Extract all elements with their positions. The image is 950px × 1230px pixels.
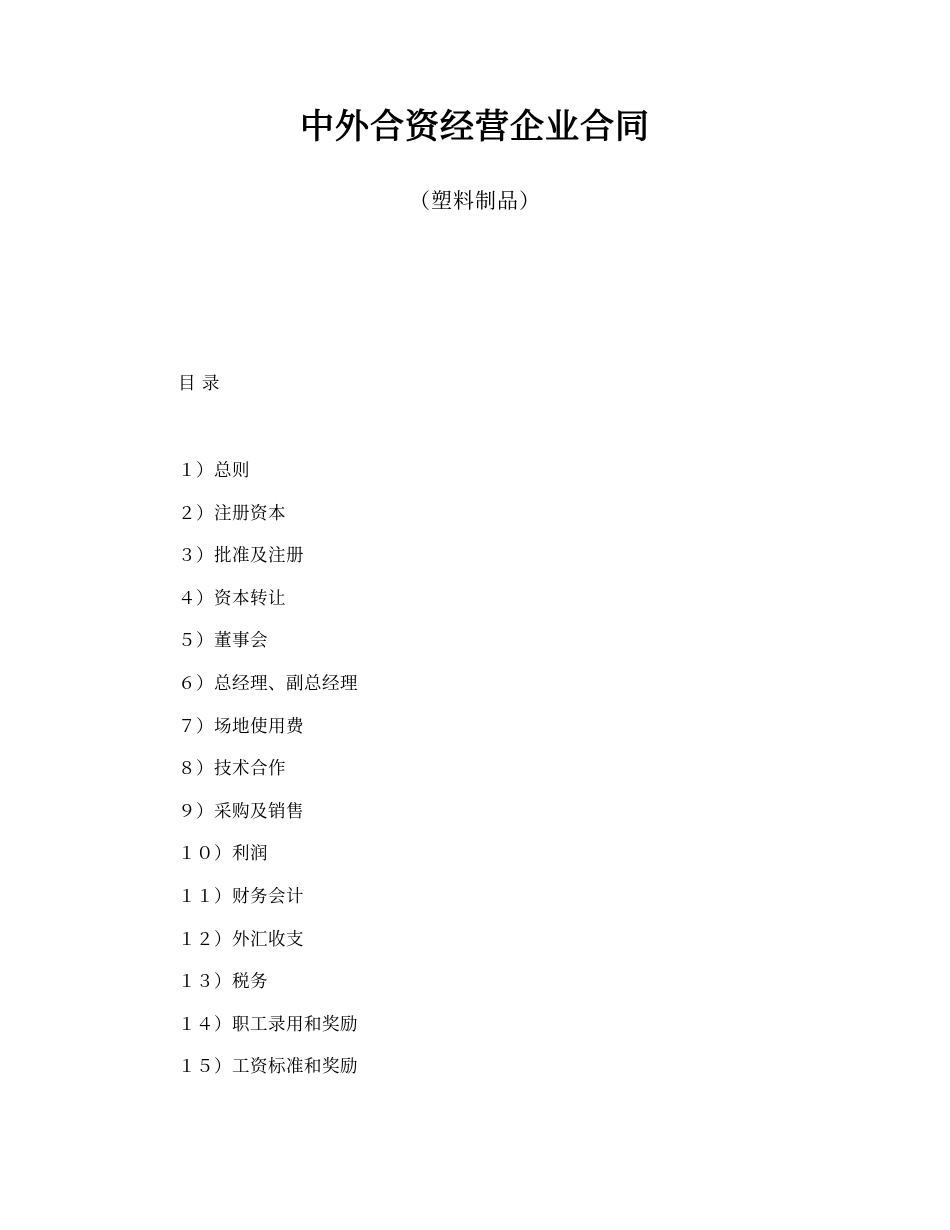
toc-list — [178, 449, 830, 1088]
toc-heading: 目 录 — [178, 373, 221, 393]
toc-item: ８）技术合作 — [178, 758, 286, 779]
toc-item: ５）董事会 — [178, 630, 268, 651]
toc-item: １）总则 — [178, 460, 250, 480]
table-of-contents — [178, 372, 830, 1088]
toc-item: １０）利润 — [178, 843, 268, 864]
toc-item: ４）资本转让 — [178, 587, 286, 608]
toc-item: １１）财务会计 — [178, 885, 304, 906]
toc-item: ２）注册资本 — [178, 502, 286, 523]
toc-item: １４）职工录用和奖励 — [178, 1013, 358, 1034]
document-title: 中外合资经营企业合同 — [300, 108, 650, 146]
toc-item: ６）总经理、副总经理 — [178, 672, 358, 693]
toc-item: １５）工资标准和奖励 — [178, 1056, 358, 1077]
toc-item: １２）外汇收支 — [178, 928, 304, 949]
document-subtitle: （塑料制品） — [409, 189, 541, 213]
toc-item: ９）采购及销售 — [178, 800, 304, 821]
toc-item: ７）场地使用费 — [178, 715, 304, 736]
toc-item: ３）批准及注册 — [178, 545, 304, 566]
toc-item: １３）税务 — [178, 971, 268, 992]
